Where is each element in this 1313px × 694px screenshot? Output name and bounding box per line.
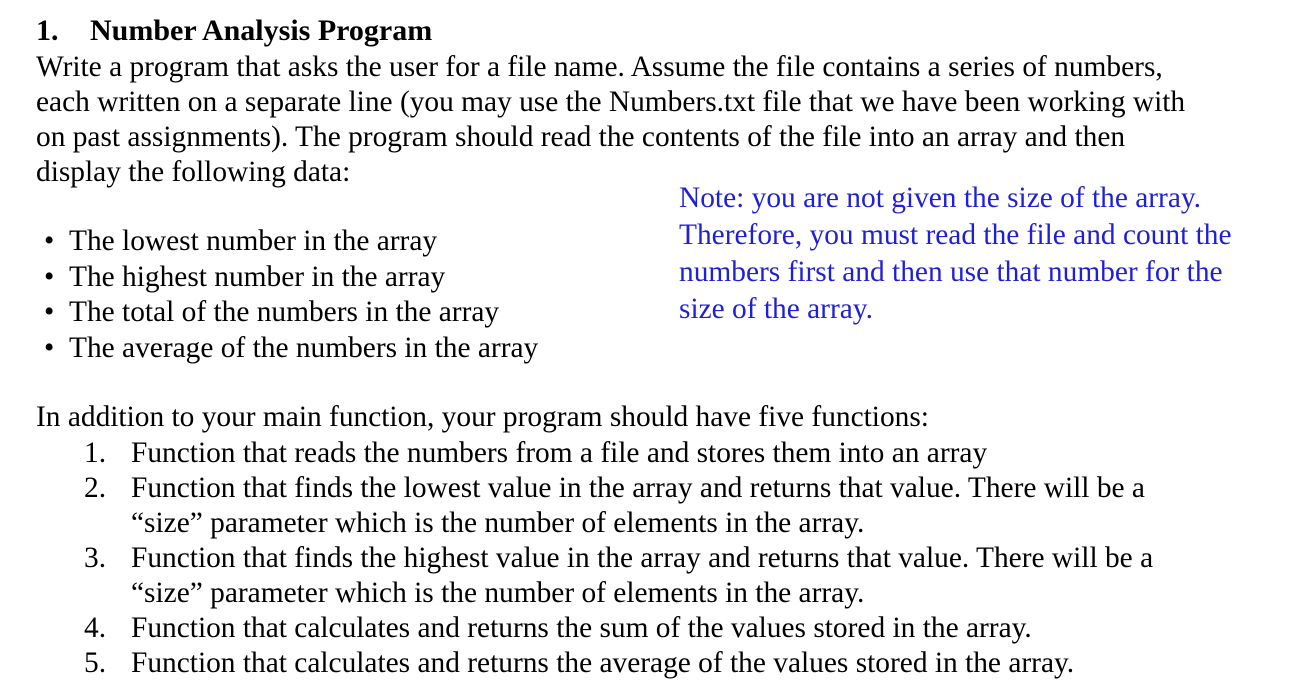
function-text: Function that finds the lowest value in the array and returns that value. There will be a — [131, 472, 1145, 504]
intro-line: Write a program that asks the user for a file name. Assume the file contains a series of numbers, — [36, 51, 1163, 83]
bullet-item — [44, 295, 538, 331]
function-item — [84, 541, 1153, 611]
function-number: 5. — [84, 647, 107, 679]
function-item — [84, 611, 1153, 646]
function-item — [84, 436, 1153, 471]
functions-list — [84, 436, 1153, 681]
bullet-marker: • — [44, 225, 55, 257]
function-text: “size” parameter which is the number of elements in the array. — [131, 507, 865, 539]
section-title: Number Analysis Program — [90, 14, 433, 47]
output-bullet-list — [44, 224, 538, 366]
intro-line: each written on a separate line (you may use the Numbers.txt file that we have been working with — [36, 86, 1186, 118]
bullet-marker: • — [44, 331, 55, 364]
bullet-text: The lowest number in the array — [69, 225, 438, 257]
bullet-marker: • — [44, 260, 55, 293]
array-size-note — [679, 180, 1232, 328]
function-text: Function that finds the highest value in the array and returns that value. There will be a — [131, 542, 1154, 574]
intro-line: display the following data: — [36, 156, 351, 188]
bullet-item — [44, 260, 538, 296]
section-number: 1. — [36, 14, 59, 47]
bullet-text: The average of the numbers in the array — [69, 331, 539, 364]
note-line: Note: you are not given the size of the array. — [679, 182, 1202, 214]
function-text: Function that reads the numbers from a file and stores them into an array — [131, 437, 988, 469]
function-item — [84, 646, 1153, 681]
bullet-marker: • — [44, 296, 55, 328]
intro-line: on past assignments). The program should read the contents of the file into an array and then — [36, 121, 1126, 153]
function-number: 4. — [84, 612, 107, 644]
bullet-item — [44, 224, 538, 260]
function-number: 3. — [84, 542, 107, 574]
bullet-text: The highest number in the array — [69, 260, 446, 293]
note-line: Therefore, you must read the file and count the — [679, 219, 1232, 251]
function-number: 2. — [84, 472, 107, 504]
section-heading — [36, 12, 432, 50]
bullet-text: The total of the numbers in the array — [69, 296, 500, 328]
function-text: Function that calculates and returns the average of the values stored in the array. — [131, 647, 1075, 679]
note-line: numbers first and then use that number for the — [679, 256, 1223, 288]
intro-paragraph — [36, 50, 1185, 190]
function-text: “size” parameter which is the number of elements in the array. — [131, 577, 865, 609]
function-number: 1. — [84, 437, 107, 469]
function-text: Function that calculates and returns the sum of the values stored in the array. — [131, 612, 1032, 644]
function-item — [84, 471, 1153, 541]
bullet-item — [44, 331, 538, 367]
functions-intro: In addition to your main function, your program should have five functions: — [36, 401, 929, 433]
note-line: size of the array. — [679, 293, 873, 325]
